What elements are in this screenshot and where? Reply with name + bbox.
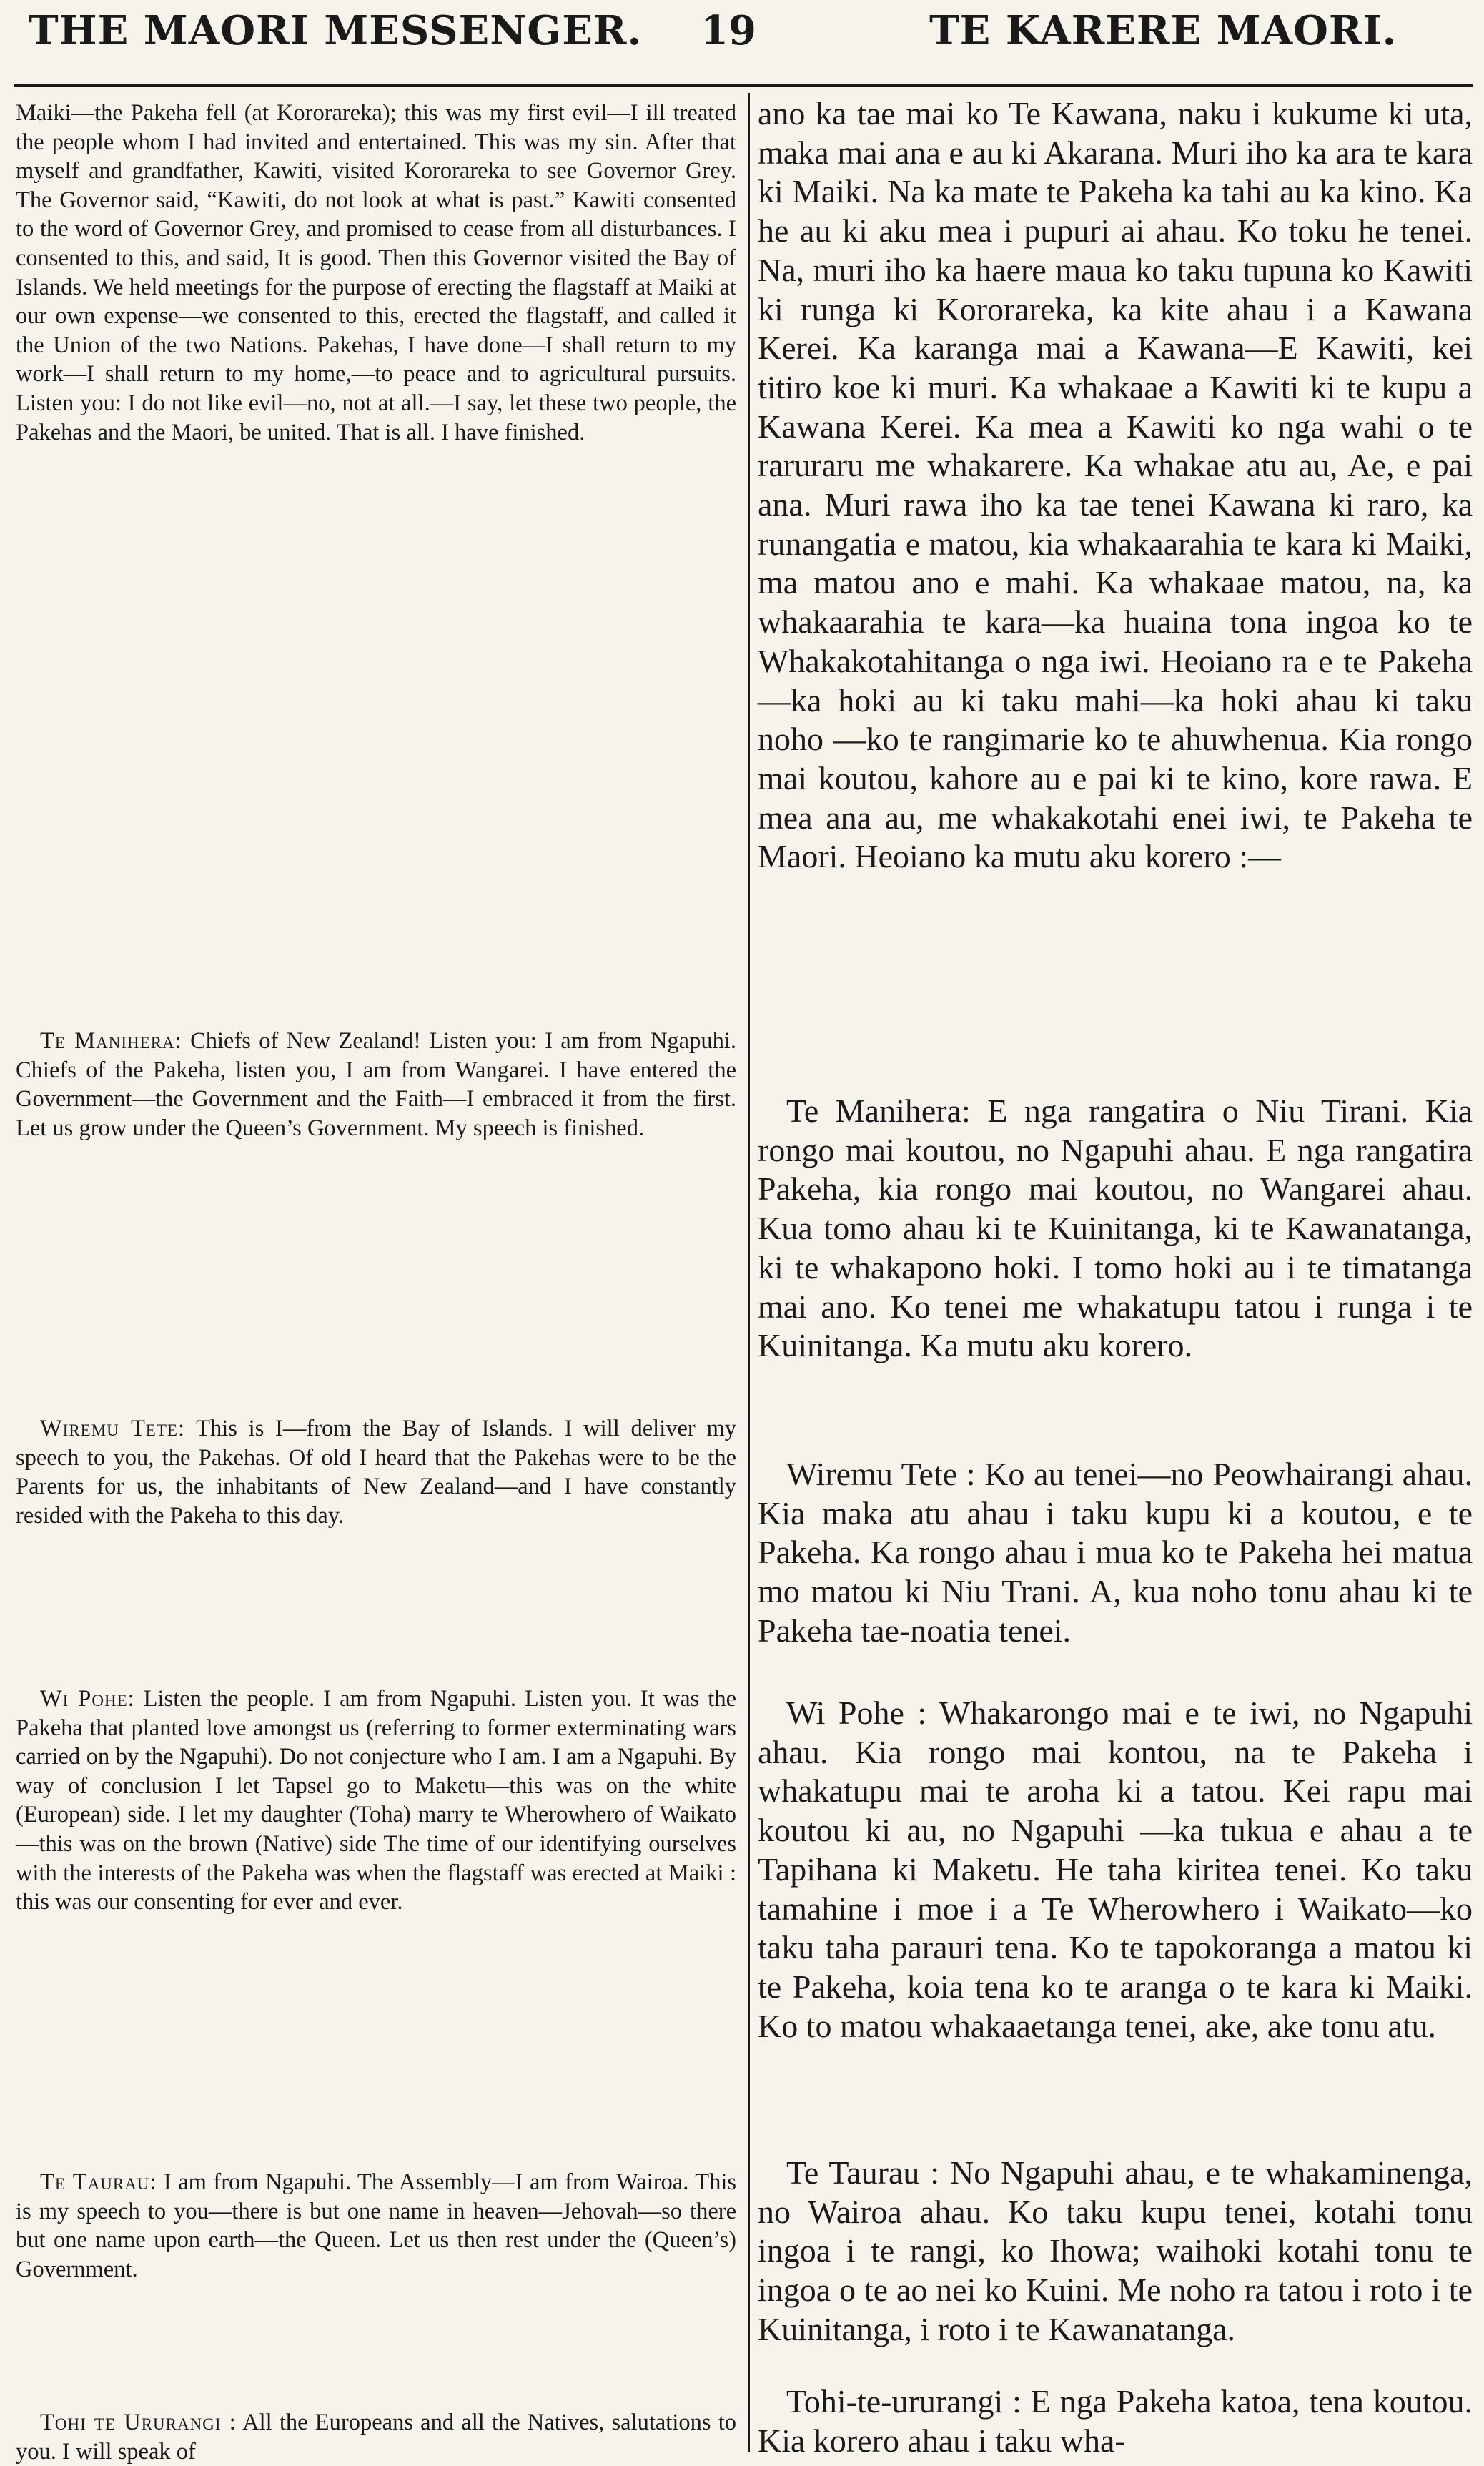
tohi-speech-english	[16, 2408, 736, 2466]
page-number: 19	[701, 7, 756, 54]
tete-speech-english	[16, 1414, 736, 1530]
speech-text: This is I—from the Bay of Islands. I will deliver my speech to you, the Pakehas. Of old I heard that the Pakehas were to be the Parents for us, the inhabitants of New Zealand—and I have constantly resided with the Pakeha to this day.	[16, 1416, 736, 1529]
speaker-name: Wi Pohe :	[786, 1695, 927, 1731]
page-header	[0, 0, 1484, 71]
speaker-name: Te Manihera:	[786, 1093, 971, 1129]
speech-text: I am from Ngapuhi. The Assembly—I am from Wairoa. This is my speech to you—there is but one name in heaven—Jehovah—so there but one name upon earth—the Queen. Let us then rest under the (Queen’s) Government.	[16, 2169, 736, 2282]
speech-text: Ko au tenei—no Peowhairangi ahau. Kia maka atu ahau i taku kupu ki a koutou, e te Pakeha. Ka rongo ahau i mua ko te Pakeha hei matua mo matou ki Niu Trani. A, kua noho tonu ahau ki te Pakeha tae-noatia tenei.	[758, 1456, 1473, 1649]
speech-text: No Ngapuhi ahau, e te whakaminenga, no Wairoa ahau. Ko taku kupu tenei, kotahi tonu ingoa i te rangi, ko Ihowa; waihoki kotahi tonu te ingoa o te ao nei ko Kuini. Me noho ra tatou i roto i te Kuinitanga, i roto i te Kawanatanga.	[758, 2154, 1473, 2347]
english-masthead: THE MAORI MESSENGER.	[29, 7, 642, 54]
speech-text: Maiki—the Pakeha fell (at Kororareka); this was my first evil—I ill treated the people whom I had invited and entertained. This was my sin. After that myself and grandfather, Kawiti, visited Kororareka to see Governor Grey. The Governor said, “Kawiti, do not look at what is past.” Kawiti consented to the word of Governor Grey, and promised to cease from all disturbances. I consented to this, and said, It is good. Then this Governor visited the Bay of Islands. We held meetings for the purpose of erecting the flagstaff at Maiki at our own expense—we consented to this, erected the flagstaff, and called it the Union of the two Nations. Pakehas, I have done—I shall return to my work—I shall return to my home,—to peace and to agricultural pursuits. Listen you: I do not like evil—no, not at all.—I say, let these two people, the Pakehas and the Maori, be united. That is all. I have finished.	[16, 100, 736, 445]
speaker-name: Te Taurau:	[40, 2169, 157, 2195]
kawiti-speech-maori	[758, 94, 1473, 877]
pohe-speech-english	[16, 1685, 736, 1917]
taurau-speech-english	[16, 2168, 736, 2284]
manihera-speech-english	[16, 1027, 736, 1143]
speech-text: E nga Pakeha katoa, tena koutou. Kia korero ahau i taku wha-	[758, 2383, 1473, 2459]
speaker-name: Wiremu Tete:	[40, 1416, 185, 1441]
tohi-speech-maori	[758, 2382, 1473, 2460]
manihera-speech-maori	[758, 1092, 1473, 1366]
speaker-name: Te Manihera:	[40, 1028, 182, 1054]
kawiti-speech-english	[16, 99, 736, 447]
speech-text: Whakarongo mai e te iwi, no Ngapuhi ahau. Kia rongo mai kontou, na te Pakeha i whakatupu mai te aroha ki a tatou. Kei rapu mai koutou ki au, no Ngapuhi —ka tukua e ahau a te Tapihana ki Maketu. He taha kiritea tenei. Ko taku tamahine i moe i a Te Wherowhero i Waikato—ko taku taha parauri tena. Ko te tapokoranga a matou ki te Pakeha, koia tena ko te aranga o te kara ki Maiki. Ko to matou whakaaetanga tenei, ake, ake tonu atu.	[758, 1695, 1473, 2044]
speech-text: All the Europeans and all the Natives, salutations to you. I will speak of	[16, 2410, 736, 2465]
speaker-name: Wiremu Tete :	[786, 1456, 976, 1492]
speech-text: ano ka tae mai ko Te Kawana, naku i kukume ki uta, maka mai ana e au ki Akarana. Muri iho ka ara te kara ki Maiki. Na ka mate te Pakeha ka tahi au ka kino. Ka he au ki aku mea i pupuri ai ahau. Ko toku he tenei. Na, muri iho ka haere maua ko taku tupuna ko Kawiti ki runga ki Kororareka, ka kite ahau i a Kawana Kerei. Ka karanga mai a Kawana—E Kawiti, kei titiro koe ki muri. Ka whakaae a Kawiti ki te kupu a Kawana Kerei. Ka mea a Kawiti ko nga wahi o te raruraru me whakarere. Ka whakae atu au, Ae, e pai ana. Muri rawa iho ka tae tenei Kawana ki raro, ka runangatia e matou, kia whakaarahia te kara ki Maiki, ma matou ano e mahi. Ka whakaae matou, na, ka whakaarahia te kara—ka huaina tona ingoa ko te Whakakotahitanga o nga iwi. Heoiano ra e te Pakeha—ka hoki au ki taku mahi—ka hoki ahau ki taku noho —ko te rangimarie ko te ahuwhenua. Kia rongo mai koutou, kahore au e pai ki te kino, kore rawa. E mea ana au, me whakakotahi enei iwi, te Pakeha te Maori. Heoiano ka mutu aku korero :—	[758, 95, 1473, 875]
speaker-name: Tohi-te-ururangi :	[786, 2383, 1022, 2420]
column-divider	[748, 93, 750, 2452]
speech-text: Listen the people. I am from Ngapuhi. Listen you. It was the Pakeha that planted love amongst us (referring to former exterminating wars carried on by the Ngapuhi). Do not conjecture who I am. I am a Ngapuhi. By way of conclusion I let Tapsel go to Maketu—this was on the white (European) side. I let my daughter (Toha) marry te Wherowhero of Waikato—this was on the brown (Native) side The time of our identifying ourselves with the interests of the Pakeha was when the flagstaff was erected at Maiki : this was our consenting for ever and ever.	[16, 1686, 737, 1915]
pohe-speech-maori	[758, 1694, 1473, 2046]
speech-text: E nga rangatira o Niu Tirani. Kia rongo mai koutou, no Ngapuhi ahau. E nga rangatira Pakeha, kia rongo mai koutou, no Wangarei ahau. Kua tomo ahau ki te Kuinitanga, ki te Kawanatanga, ki te whakapono hoki. I tomo hoki au i te timatanga mai ano. Ko tenei me whakatupu tatou i runga i te Kuinitanga. Ka mutu aku korero.	[758, 1093, 1473, 1364]
taurau-speech-maori	[758, 2154, 1473, 2349]
header-rule	[14, 84, 1473, 87]
speaker-name: Wi Pohe:	[40, 1686, 135, 1712]
speaker-name: Tohi te Ururangi :	[40, 2410, 237, 2435]
speech-text: Chiefs of New Zealand! Listen you: I am from Ngapuhi. Chiefs of the Pakeha, listen you, I am from Wangarei. I have entered the Government—the Government and the Faith—I embraced it from the first. Let us grow under the Queen’s Government. My speech is finished.	[16, 1028, 736, 1141]
speaker-name: Te Taurau :	[786, 2154, 940, 2191]
maori-masthead: TE KARERE MAORI.	[929, 7, 1398, 54]
tete-speech-maori	[758, 1455, 1473, 1651]
